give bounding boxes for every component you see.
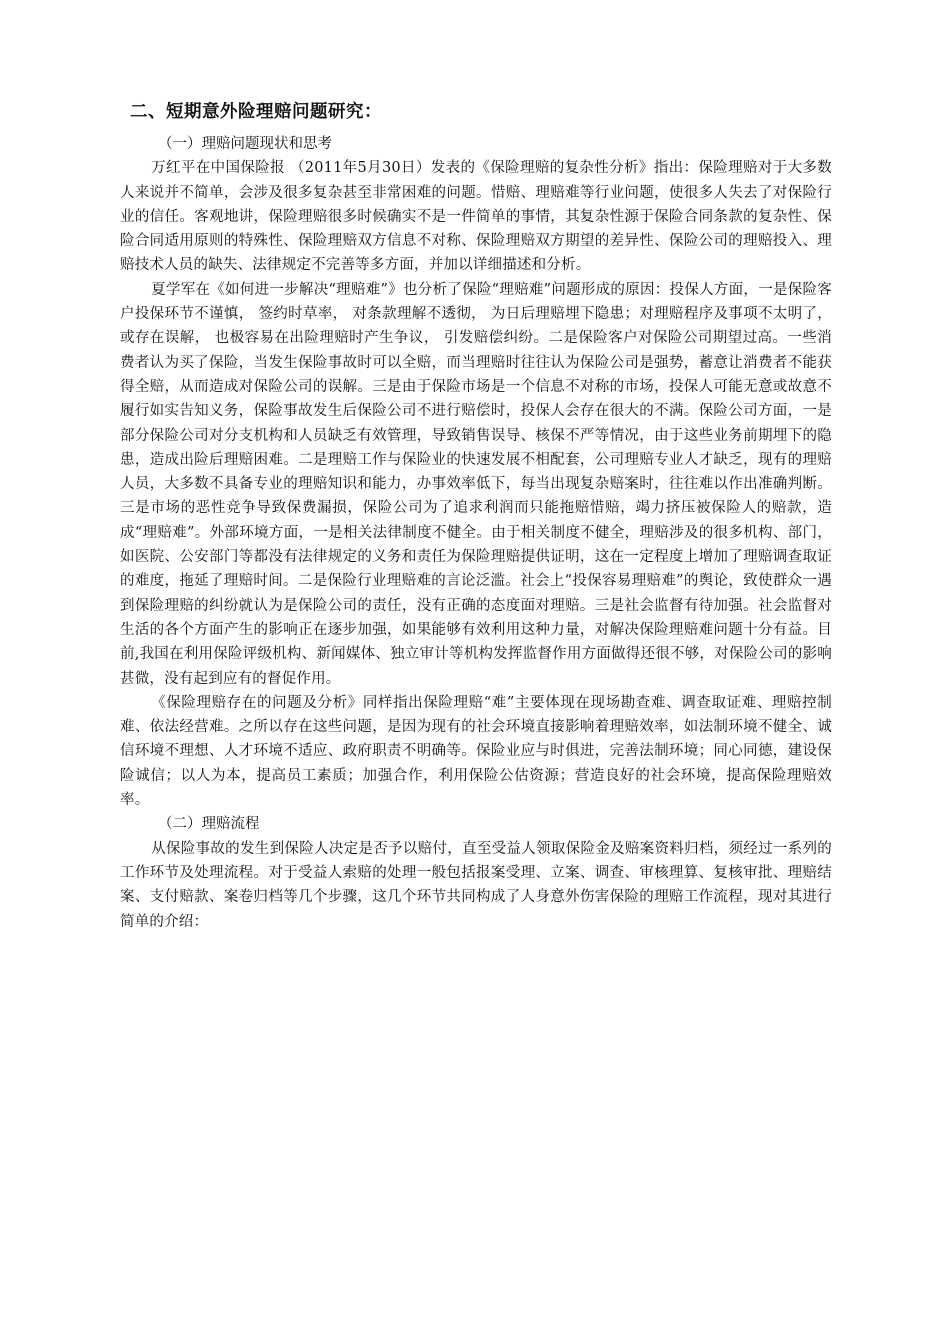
paragraph: 从保险事故的发生到保险人决定是否予以赔付，直至受益人领取保险金及赔案资料归档，须经过一系列的工作环节及处理流程。对于受益人索赔的处理一般包括报案受理、立案、调查、审核理算、复核审批、理赔结案、支付赔款、案卷归档等几个步骤，这几个环节共同构成了人身意外伤害保险的理赔工作流程，现对其进行简单的介绍：: [120, 840, 832, 930]
subheading-claims-process: （二）理赔流程: [158, 816, 260, 833]
paragraph: 《保险理赔存在的问题及分析》同样指出保险理赔“难”主要体现在现场勘查难、调查取证难、理赔控制难、依法经营难。之所以存在这些问题，是因为现有的社会环境直接影响着理赔效率，如法制环境不健全、诚信环境不理想、人才环境不适应、政府职责不明确等。保险业应与时俱进，完善法制环境；同心同德，建设保险诚信；以人为本，提高员工素质；加强合作，利用保险公估资源；营造良好的社会环境，提高保险理赔效率。: [120, 694, 832, 809]
paragraph: 万红平在中国保险报 （2011年5月30日）发表的《保险理赔的复杂性分析》指出：保险理赔对于大多数人来说并不简单，会涉及很多复杂甚至非常困难的问题。惜赔、理赔难等行业问题，使很多人失去了对保险行业的信任。客观地讲，保险理赔很多时候确实不是一件简单的事情，其复杂性源于保险合同条款的复杂性、保险合同适用原则的特殊性、保险理赔双方信息不对称、保险理赔双方期望的差异性、保险公司的理赔投入、理赔技术人员的缺失、法律规定不完善等多方面，并加以详细描述和分析。: [120, 160, 832, 274]
document-body: [120, 132, 832, 934]
section-title: 二、短期意外险理赔问题研究：: [130, 102, 382, 122]
paragraph: 夏学军在《如何进一步解决“理赔难”》也分析了保险“理赔难”问题形成的原因：投保人方面，一是保险客户投保环节不谨慎， 签约时草率， 对条款理解不透彻， 为日后理赔埋下隐患；对理赔程序及事项不太明了， 或存在误解， 也极容易在出险理赔时产生争议， 引发赔偿纠纷。二是保险客户对保险公司期望过高。一些消费者认为买了保险，当发生保险事故时可以全赔，而当理赔时往往认为保险公司是强势，蓄意让消费者不能获得全赔，从而造成对保险公司的误解。三是由于保险市场是一个信息不对称的市场，投保人可能无意或故意不履行如实告知义务，保险事故发生后保险公司不进行赔偿时，投保人会存在很大的不满。保险公司方面，一是部分保险公司对分支机构和人员缺乏有效管理，导致销售误导、核保不严等情况，由于这些业务前期埋下的隐患，造成出险后理赔困难。二是理赔工作与保险业的快速发展不相配套，公司理赔专业人才缺乏，现有的理赔人员，大多数不具备专业的理赔知识和能力，办事效率低下，每当出现复杂赔案时，往往难以作出准确判断。三是市场的恶性竞争导致保费漏损，保险公司为了追求利润而只能拖赔惜赔，竭力挤压被保险人的赔款，造成“理赔难”。外部环境方面，一是相关法律制度不健全。由于相关制度不健全，理赔涉及的很多机构、部门，如医院、公安部门等都没有法律规定的义务和责任为保险理赔提供证明，这在一定程度上增加了理赔调查取证的难度，拖延了理赔时间。二是保险行业理赔难的言论泛滥。社会上“投保容易理赔难”的舆论，致使群众一遇到保险理赔的纠纷就认为是保险公司的责任，没有正确的态度面对理赔。三是社会监督有待加强。社会监督对生活的各个方面产生的影响正在逐步加强，如果能够有效利用这种力量，对解决保险理赔难问题十分有益。目前,我国在利用保险评级机构、新闻媒体、独立审计等机构发挥监督作用方面做得还很不够，对保险公司的影响甚微，没有起到应有的督促作用。: [120, 281, 832, 687]
subheading-claims-status: （一）理赔问题现状和思考: [158, 136, 332, 152]
